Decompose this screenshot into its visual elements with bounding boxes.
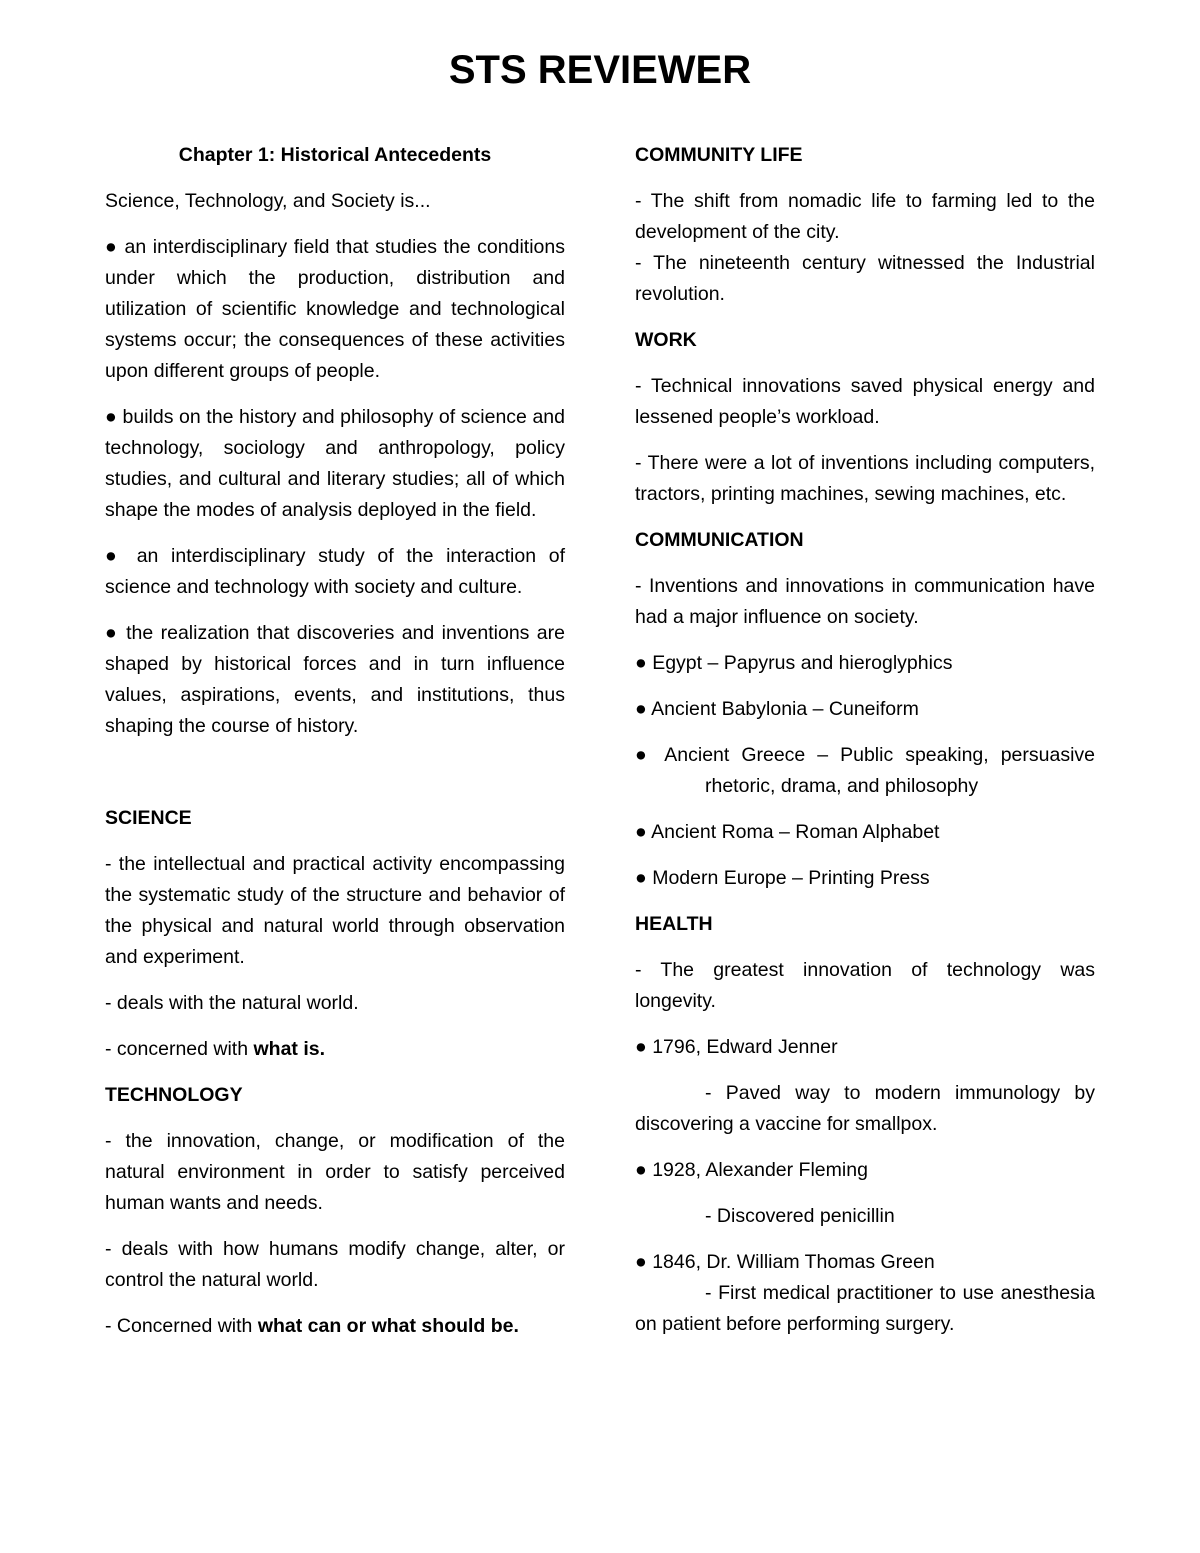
community-item: - The shift from nomadic life to farming led to the development of the city. [635,190,1095,243]
communication-list-item: ● Egypt – Papyrus and hieroglyphics [635,652,953,674]
work-item: - Technical innovations saved physical energy and lessened people’s workload. [635,375,1095,428]
technology-heading: TECHNOLOGY [105,1084,243,1106]
document-title: STS REVIEWER [448,48,752,92]
work-item: - There were a lot of inventions including computers, tractors, printing machines, sewing machines, etc. [635,452,1095,505]
health-milestone: ● 1846, Dr. William Thomas Green [635,1251,935,1273]
science-definition: - the intellectual and practical activity encompassing the systematic study of the structure and behavior of the physical and natural world through observation and experiment. [105,853,565,968]
health-milestone-detail: - First medical practitioner to use anesthesia on patient before performing surgery. [635,1282,1095,1335]
health-milestone-detail: - Discovered penicillin [705,1205,895,1227]
technology-concern-prefix: - Concerned with [105,1315,258,1337]
health-heading: HEALTH [635,913,713,935]
sts-intro: Science, Technology, and Society is... [105,190,431,212]
work-heading: WORK [635,329,697,351]
science-concern-prefix: - concerned with [105,1038,254,1060]
definition-item: ● an interdisciplinary study of the interaction of science and technology with society and culture. [105,545,565,598]
technology-definition: - the innovation, change, or modification of the natural environment in order to satisfy perceived human wants and needs. [105,1130,565,1214]
technology-scope: - deals with how humans modify change, alter, or control the natural world. [105,1238,565,1291]
health-milestone: ● 1928, Alexander Fleming [635,1159,868,1181]
communication-list-item: ● Modern Europe – Printing Press [635,867,930,889]
section-spacer [105,757,565,803]
health-milestone-detail: - Paved way to modern immunology by discovering a vaccine for smallpox. [635,1082,1095,1135]
technology-concern-emphasis: what can or what should be. [257,1315,519,1337]
communication-list-item: ● Ancient Roma – Roman Alphabet [635,821,940,843]
science-concern [105,1034,565,1065]
definition-item: ● the realization that discoveries and inventions are shaped by historical forces and in turn influence values, aspirations, events, and institutions, thus shaping the course of history. [105,622,565,737]
communication-list-item: ● Ancient Greece – Public speaking, persuasive rhetoric, drama, and philosophy [635,744,1095,797]
science-concern-emphasis: what is. [253,1038,326,1060]
health-intro: - The greatest innovation of technology was longevity. [635,959,1095,1012]
science-heading: SCIENCE [105,807,192,829]
left-column [105,140,565,1357]
communication-list-item: ● Ancient Babylonia – Cuneiform [635,698,919,720]
communication-intro: - Inventions and innovations in communication have had a major influence on society. [635,575,1095,628]
technology-concern [105,1311,565,1342]
definition-item: ● builds on the history and philosophy of science and technology, sociology and anthropology, policy studies, and cultural and literary studies; all of which shape the modes of analysis deployed in the field. [105,406,565,521]
definition-item: ● an interdisciplinary field that studies the conditions under which the production, distribution and utilization of scientific knowledge and technological systems occur; the consequences of these activities upon different groups of people. [105,236,565,382]
right-column [635,140,1095,1355]
communication-heading: COMMUNICATION [635,529,804,551]
community-item: - The nineteenth century witnessed the Industrial revolution. [635,252,1095,305]
health-milestone: ● 1796, Edward Jenner [635,1036,838,1058]
science-scope: - deals with the natural world. [105,992,359,1014]
community-heading: COMMUNITY LIFE [635,144,803,166]
chapter-heading: Chapter 1: Historical Antecedents [178,144,492,166]
